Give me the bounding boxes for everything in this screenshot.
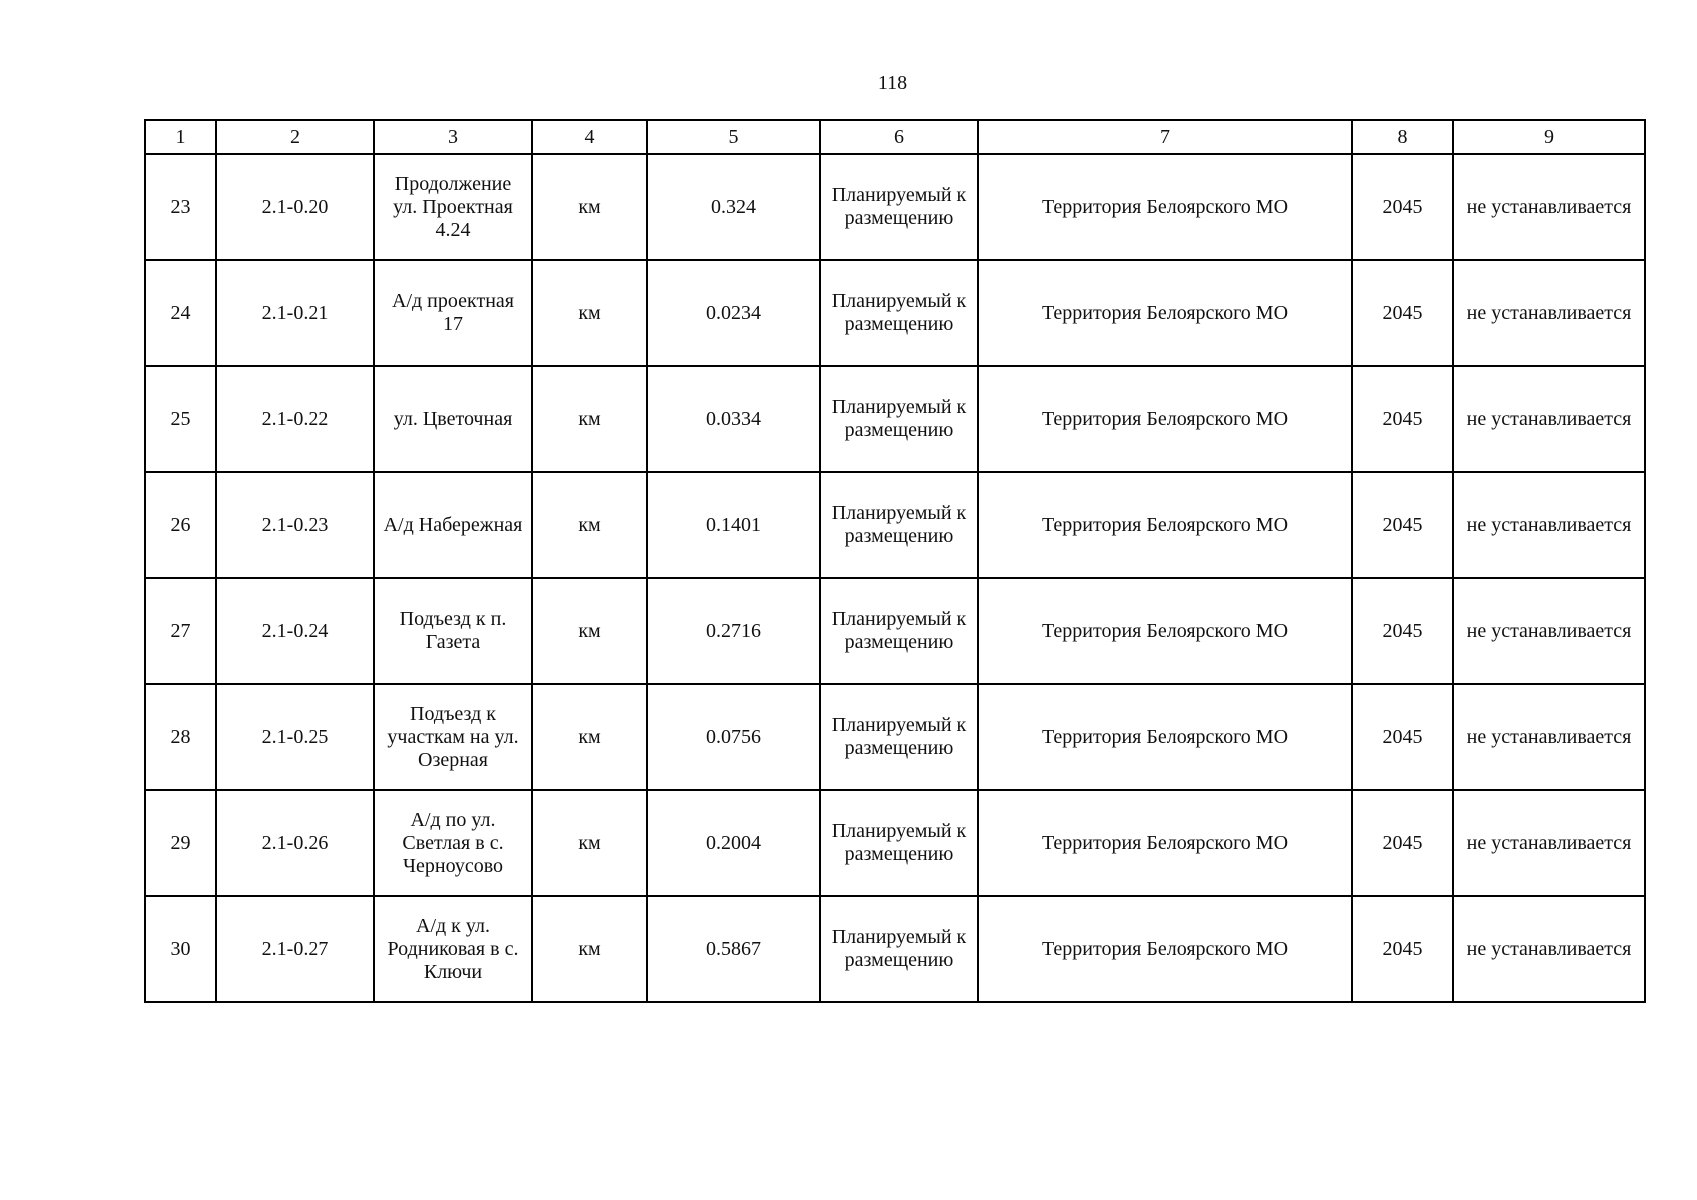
cell-value: 0.324 bbox=[647, 154, 820, 260]
cell-unit: км bbox=[532, 472, 647, 578]
cell-object-code: 2.1-0.22 bbox=[216, 366, 374, 472]
cell-object-code: 2.1-0.23 bbox=[216, 472, 374, 578]
cell-value: 0.5867 bbox=[647, 896, 820, 1002]
cell-unit: км bbox=[532, 684, 647, 790]
column-header-1: 1 bbox=[145, 120, 216, 154]
cell-zone: не устанавливается bbox=[1453, 790, 1645, 896]
cell-unit: км bbox=[532, 366, 647, 472]
cell-object-code: 2.1-0.20 bbox=[216, 154, 374, 260]
cell-row-number: 25 bbox=[145, 366, 216, 472]
cell-zone: не устанавливается bbox=[1453, 260, 1645, 366]
cell-value: 0.0756 bbox=[647, 684, 820, 790]
cell-status: Планируемый к размещению bbox=[820, 472, 978, 578]
cell-unit: км bbox=[532, 896, 647, 1002]
column-header-4: 4 bbox=[532, 120, 647, 154]
cell-object-code: 2.1-0.27 bbox=[216, 896, 374, 1002]
cell-value: 0.1401 bbox=[647, 472, 820, 578]
table-row bbox=[145, 472, 1645, 578]
cell-row-number: 24 bbox=[145, 260, 216, 366]
cell-zone: не устанавливается bbox=[1453, 578, 1645, 684]
cell-row-number: 28 bbox=[145, 684, 216, 790]
cell-location: Территория Белоярского МО bbox=[978, 790, 1352, 896]
page-number: 118 bbox=[877, 72, 908, 94]
cell-status: Планируемый к размещению bbox=[820, 366, 978, 472]
cell-row-number: 30 bbox=[145, 896, 216, 1002]
cell-zone: не устанавливается bbox=[1453, 684, 1645, 790]
column-header-7: 7 bbox=[978, 120, 1352, 154]
cell-unit: км bbox=[532, 260, 647, 366]
cell-location: Территория Белоярского МО bbox=[978, 472, 1352, 578]
table-row bbox=[145, 896, 1645, 1002]
cell-unit: км bbox=[532, 790, 647, 896]
cell-object-name: ул. Цветочная bbox=[374, 366, 532, 472]
cell-unit: км bbox=[532, 154, 647, 260]
table-row bbox=[145, 366, 1645, 472]
cell-year: 2045 bbox=[1352, 578, 1453, 684]
cell-object-name: Продолжение ул. Проектная 4.24 bbox=[374, 154, 532, 260]
cell-status: Планируемый к размещению bbox=[820, 260, 978, 366]
objects-table bbox=[144, 119, 1646, 1003]
cell-object-name: А/д по ул. Светлая в с. Черноусово bbox=[374, 790, 532, 896]
cell-object-name: Подъезд к участкам на ул. Озерная bbox=[374, 684, 532, 790]
cell-year: 2045 bbox=[1352, 684, 1453, 790]
column-header-3: 3 bbox=[374, 120, 532, 154]
cell-year: 2045 bbox=[1352, 260, 1453, 366]
cell-value: 0.0234 bbox=[647, 260, 820, 366]
table-row bbox=[145, 260, 1645, 366]
cell-location: Территория Белоярского МО bbox=[978, 260, 1352, 366]
cell-row-number: 23 bbox=[145, 154, 216, 260]
cell-object-code: 2.1-0.26 bbox=[216, 790, 374, 896]
cell-status: Планируемый к размещению bbox=[820, 896, 978, 1002]
cell-location: Территория Белоярского МО bbox=[978, 154, 1352, 260]
column-header-6: 6 bbox=[820, 120, 978, 154]
column-header-2: 2 bbox=[216, 120, 374, 154]
cell-zone: не устанавливается bbox=[1453, 472, 1645, 578]
table-header-row bbox=[145, 120, 1645, 154]
cell-row-number: 29 bbox=[145, 790, 216, 896]
cell-object-name: А/д к ул. Родниковая в с. Ключи bbox=[374, 896, 532, 1002]
cell-year: 2045 bbox=[1352, 472, 1453, 578]
cell-year: 2045 bbox=[1352, 896, 1453, 1002]
cell-status: Планируемый к размещению bbox=[820, 684, 978, 790]
cell-object-name: А/д Набережная bbox=[374, 472, 532, 578]
cell-year: 2045 bbox=[1352, 154, 1453, 260]
cell-object-code: 2.1-0.21 bbox=[216, 260, 374, 366]
cell-row-number: 26 bbox=[145, 472, 216, 578]
cell-location: Территория Белоярского МО bbox=[978, 366, 1352, 472]
cell-value: 0.2716 bbox=[647, 578, 820, 684]
column-header-5: 5 bbox=[647, 120, 820, 154]
cell-object-name: Подъезд к п. Газета bbox=[374, 578, 532, 684]
table-row bbox=[145, 790, 1645, 896]
cell-zone: не устанавливается bbox=[1453, 154, 1645, 260]
cell-row-number: 27 bbox=[145, 578, 216, 684]
cell-status: Планируемый к размещению bbox=[820, 154, 978, 260]
cell-unit: км bbox=[532, 578, 647, 684]
cell-object-code: 2.1-0.24 bbox=[216, 578, 374, 684]
table-row bbox=[145, 578, 1645, 684]
cell-year: 2045 bbox=[1352, 790, 1453, 896]
cell-status: Планируемый к размещению bbox=[820, 790, 978, 896]
cell-value: 0.0334 bbox=[647, 366, 820, 472]
cell-object-code: 2.1-0.25 bbox=[216, 684, 374, 790]
cell-location: Территория Белоярского МО bbox=[978, 684, 1352, 790]
column-header-8: 8 bbox=[1352, 120, 1453, 154]
cell-location: Территория Белоярского МО bbox=[978, 578, 1352, 684]
table-row bbox=[145, 684, 1645, 790]
cell-zone: не устанавливается bbox=[1453, 896, 1645, 1002]
cell-object-name: А/д проектная 17 bbox=[374, 260, 532, 366]
cell-value: 0.2004 bbox=[647, 790, 820, 896]
cell-zone: не устанавливается bbox=[1453, 366, 1645, 472]
cell-status: Планируемый к размещению bbox=[820, 578, 978, 684]
column-header-9: 9 bbox=[1453, 120, 1645, 154]
table-row bbox=[145, 154, 1645, 260]
cell-location: Территория Белоярского МО bbox=[978, 896, 1352, 1002]
cell-year: 2045 bbox=[1352, 366, 1453, 472]
